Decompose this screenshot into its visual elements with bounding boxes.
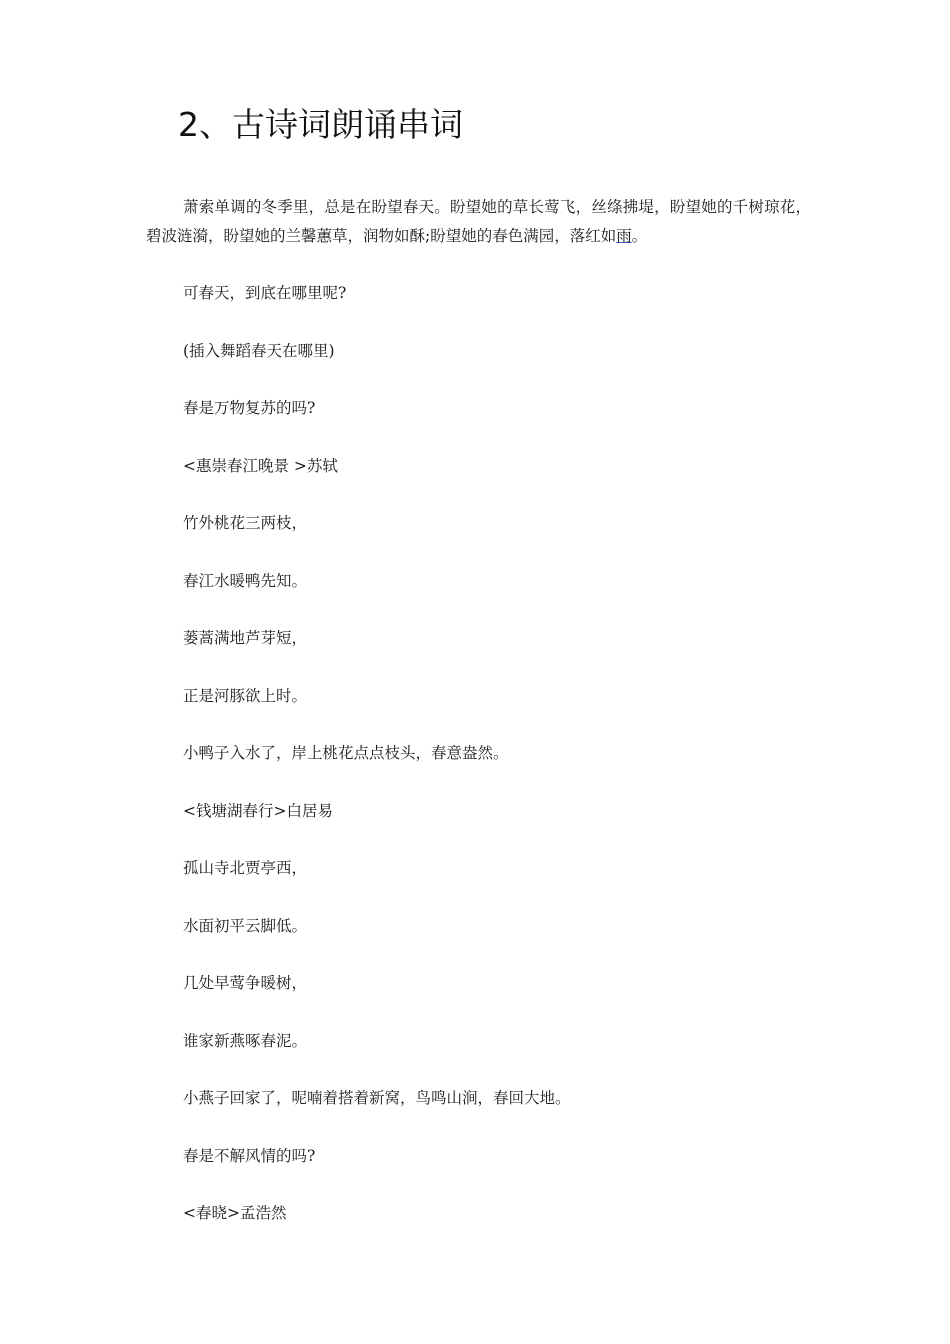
poem-lines [183,280,571,1258]
text-line: 小鸭子入水了，岸上桃花点点枝头，春意盎然。 [183,744,509,762]
intro-paragraph [146,193,811,251]
intro-text-end: 。 [631,227,648,245]
text-line: (插入舞蹈春天在哪里) [183,341,335,360]
poem-line: 正是河豚欲上时。 [183,686,308,705]
intro-underlined-char: 雨 [616,227,632,245]
poem-line: 几处早莺争暖树， [183,974,308,992]
poem-title-line: <春晓>孟浩然 [183,1204,287,1222]
poem-line: 蒌蒿满地芦芽短， [183,629,308,647]
poem-line: 谁家新燕啄春泥。 [183,1031,308,1050]
text-line: 小燕子回家了，呢喃着搭着新窝，鸟鸣山涧，春回大地。 [183,1089,571,1107]
text-line: 春是不解风情的吗? [183,1146,316,1165]
poem-line: 竹外桃花三两枝， [183,514,308,532]
intro-text: 萧索单调的冬季里，总是在盼望春天。盼望她的草长莺飞，丝绦拂堤，盼望她的千树琼花，碧波涟漪，盼望她的兰馨蕙草，润物如酥;盼望她的春色满园，落红如 [146,198,811,245]
text-line: 可春天，到底在哪里呢? [183,284,347,302]
poem-line: 水面初平云脚低。 [183,916,308,935]
poem-line: 孤山寺北贾亭西， [183,859,308,877]
text-line: 春是万物复苏的吗? [183,399,316,417]
poem-line: 春江水暖鸭先知。 [183,571,308,590]
document-title: 2、古诗词朗诵串词 [178,105,463,144]
poem-title-line: <惠崇春江晚景 >苏轼 [183,456,338,475]
poem-title-line: <钱塘湖春行>白居易 [183,801,333,820]
